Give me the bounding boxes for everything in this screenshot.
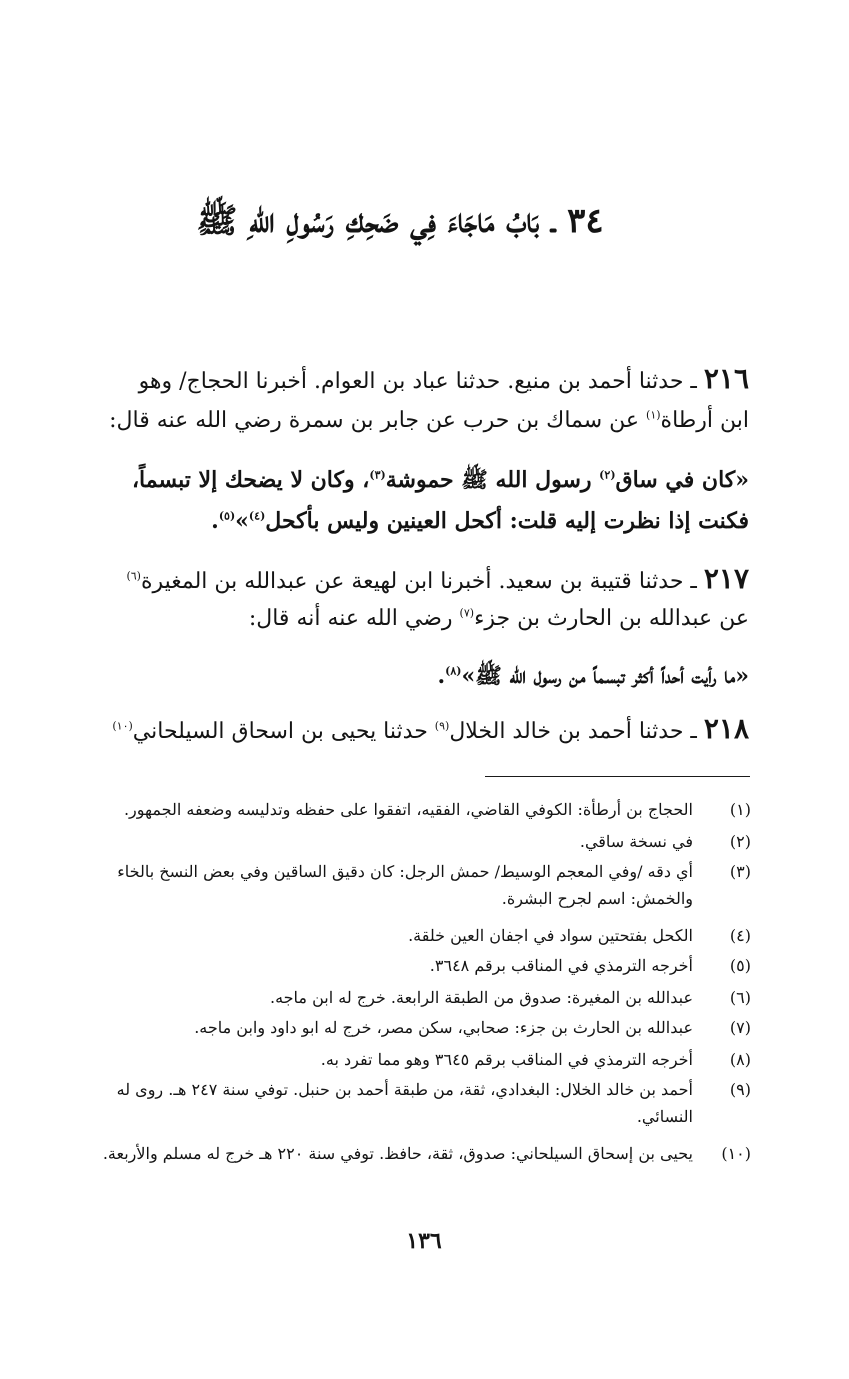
- footnote-text: أخرجه الترمذي في المناقب برقم ٣٦٤٨.: [429, 956, 693, 975]
- footnote-ref: (٣): [369, 468, 386, 482]
- hadith-quote: »: [235, 508, 249, 534]
- hadith-216-quote-line-1: [132, 466, 749, 498]
- hadith-quote: .: [437, 663, 446, 689]
- footnote-text: عبدالله بن الحارث بن جزء: صحابي، سكن مصر، خرج له ابو داود وابن ماجه.: [194, 1018, 693, 1037]
- hadith-number: ٢١٦: [703, 362, 749, 395]
- hadith-text: عن عبدالله بن الحارث بن جزء: [474, 606, 749, 631]
- footnote-ref: (٢): [599, 468, 616, 482]
- footnote-text: يحيى بن إسحاق السيلحاني: صدوق، ثقة، حافظ. توفي سنة ٢٢٠ هـ خرج له مسلم والأربعة.: [102, 1144, 693, 1163]
- footnote-text: الحجاج بن أرطأة: الكوفي القاضي، الفقيه، اتفقوا على حفظه وتدليسه وضعفه الجمهور.: [123, 800, 693, 819]
- hadith-number: ٢١٨: [703, 712, 749, 745]
- footnote: [99, 922, 751, 949]
- footnote-text: الكحل بفتحتين سواد في اجفان العين خلقة.: [408, 926, 693, 945]
- footnote-text: عبدالله بن المغيرة: صدوق من الطبقة الرابعة. خرج له ابن ماجه.: [269, 988, 693, 1007]
- hadith-text: ـ حدثنا قتيبة بن سعيد. أخبرنا ابن لهيعة عن عبدالله بن المغيرة: [140, 569, 697, 594]
- footnote-ref: (٩): [434, 719, 450, 733]
- hadith-quote: «كان في ساق: [615, 467, 749, 493]
- footnote-ref: (٦): [126, 569, 141, 583]
- hadith-216-line-1: [139, 362, 749, 395]
- footnote-text: أي دقه /وفي المعجم الوسيط/ حمش الرجل: كان دقيق الساقين وفي بعض النسخ بالخاء والخمش: اسم لجرح البشرة.: [117, 862, 693, 908]
- footnote-ref: (٤): [248, 509, 266, 523]
- footnote-number: (٢): [729, 832, 751, 851]
- footnote: [99, 1014, 751, 1041]
- hadith-text: رضي الله عنه أنه قال:: [248, 606, 460, 631]
- footnote: [99, 1046, 751, 1073]
- hadith-quote: .: [211, 508, 219, 534]
- hadith-quote: «ما رأيت أحداً أكثر تبسماً من رسول الله ﷺ»: [461, 663, 749, 689]
- footnote-ref: (١): [646, 408, 661, 422]
- footnote-ref: (٨): [445, 664, 462, 678]
- footnote-number: (٤): [729, 926, 751, 945]
- footnote-number: (٧): [729, 1018, 751, 1037]
- footnote-ref: (١٠): [112, 719, 133, 733]
- footnote-text: أحمد بن خالد الخلال: البغدادي، ثقة، من طبقة أحمد بن حنبل. توفي سنة ٢٤٧ هـ. روى له النسائي.: [116, 1080, 693, 1126]
- chapter-title: ٣٤ ـ بَابُ مَاجَاءَ فِي ضَحِكِ رَسُولِ اللهِ ﷺ: [196, 201, 604, 241]
- footnote-text: أخرجه الترمذي في المناقب برقم ٣٦٤٥ وهو مما تفرد به.: [320, 1050, 693, 1069]
- footnote-ref: (٥): [218, 509, 236, 523]
- hadith-text: ـ حدثنا أحمد بن منيع. حدثنا عباد بن العوام. أخبرنا الحجاج/ وهو: [138, 369, 697, 394]
- footnote-number: (٨): [729, 1050, 751, 1069]
- hadith-216-quote-line-2: [211, 508, 749, 534]
- footnote: [99, 1076, 751, 1130]
- footnote-ref: (٧): [459, 606, 475, 620]
- footnote-number: (٩): [729, 1080, 751, 1099]
- hadith-217-line-2: [249, 606, 749, 631]
- footnote-number: (٣): [729, 862, 751, 881]
- hadith-text: عن سماك بن حرب عن جابر بن سمرة رضي الله عنه قال:: [109, 408, 647, 433]
- footnote: [99, 952, 751, 979]
- footnote: [99, 828, 751, 855]
- footnote: [99, 984, 751, 1011]
- footnote: [99, 796, 751, 823]
- hadith-218-line-1: [112, 712, 749, 745]
- hadith-217-quote: [437, 662, 749, 694]
- hadith-text: ـ حدثنا أحمد بن خالد الخلال: [449, 719, 697, 744]
- hadith-quote: ، وكان لا يضحك إلا تبسماً،: [131, 467, 370, 493]
- hadith-quote: فكنت إذا نظرت إليه قلت: أكحل العينين وليس بأكحل: [265, 508, 749, 534]
- hadith-quote: رسول الله ﷺ حموشة: [385, 467, 600, 493]
- hadith-216-line-2: [109, 408, 749, 433]
- footnote-number: (١): [729, 800, 751, 819]
- hadith-text: ابن أرطاة: [660, 408, 749, 433]
- footnote-number: (٥): [729, 956, 751, 975]
- footnote-text: في نسخة ساقي.: [579, 832, 693, 851]
- page-number: ١٣٦: [406, 1228, 442, 1254]
- footnote-divider: [485, 776, 750, 777]
- hadith-number: ٢١٧: [703, 562, 749, 595]
- hadith-text: حدثنا يحيى بن اسحاق السيلحاني: [132, 719, 435, 744]
- footnote-number: (١٠): [721, 1144, 751, 1163]
- footnote: [99, 858, 751, 912]
- footnote-number: (٦): [729, 988, 751, 1007]
- hadith-217-line-1: [126, 562, 749, 595]
- footnote: [99, 1140, 751, 1167]
